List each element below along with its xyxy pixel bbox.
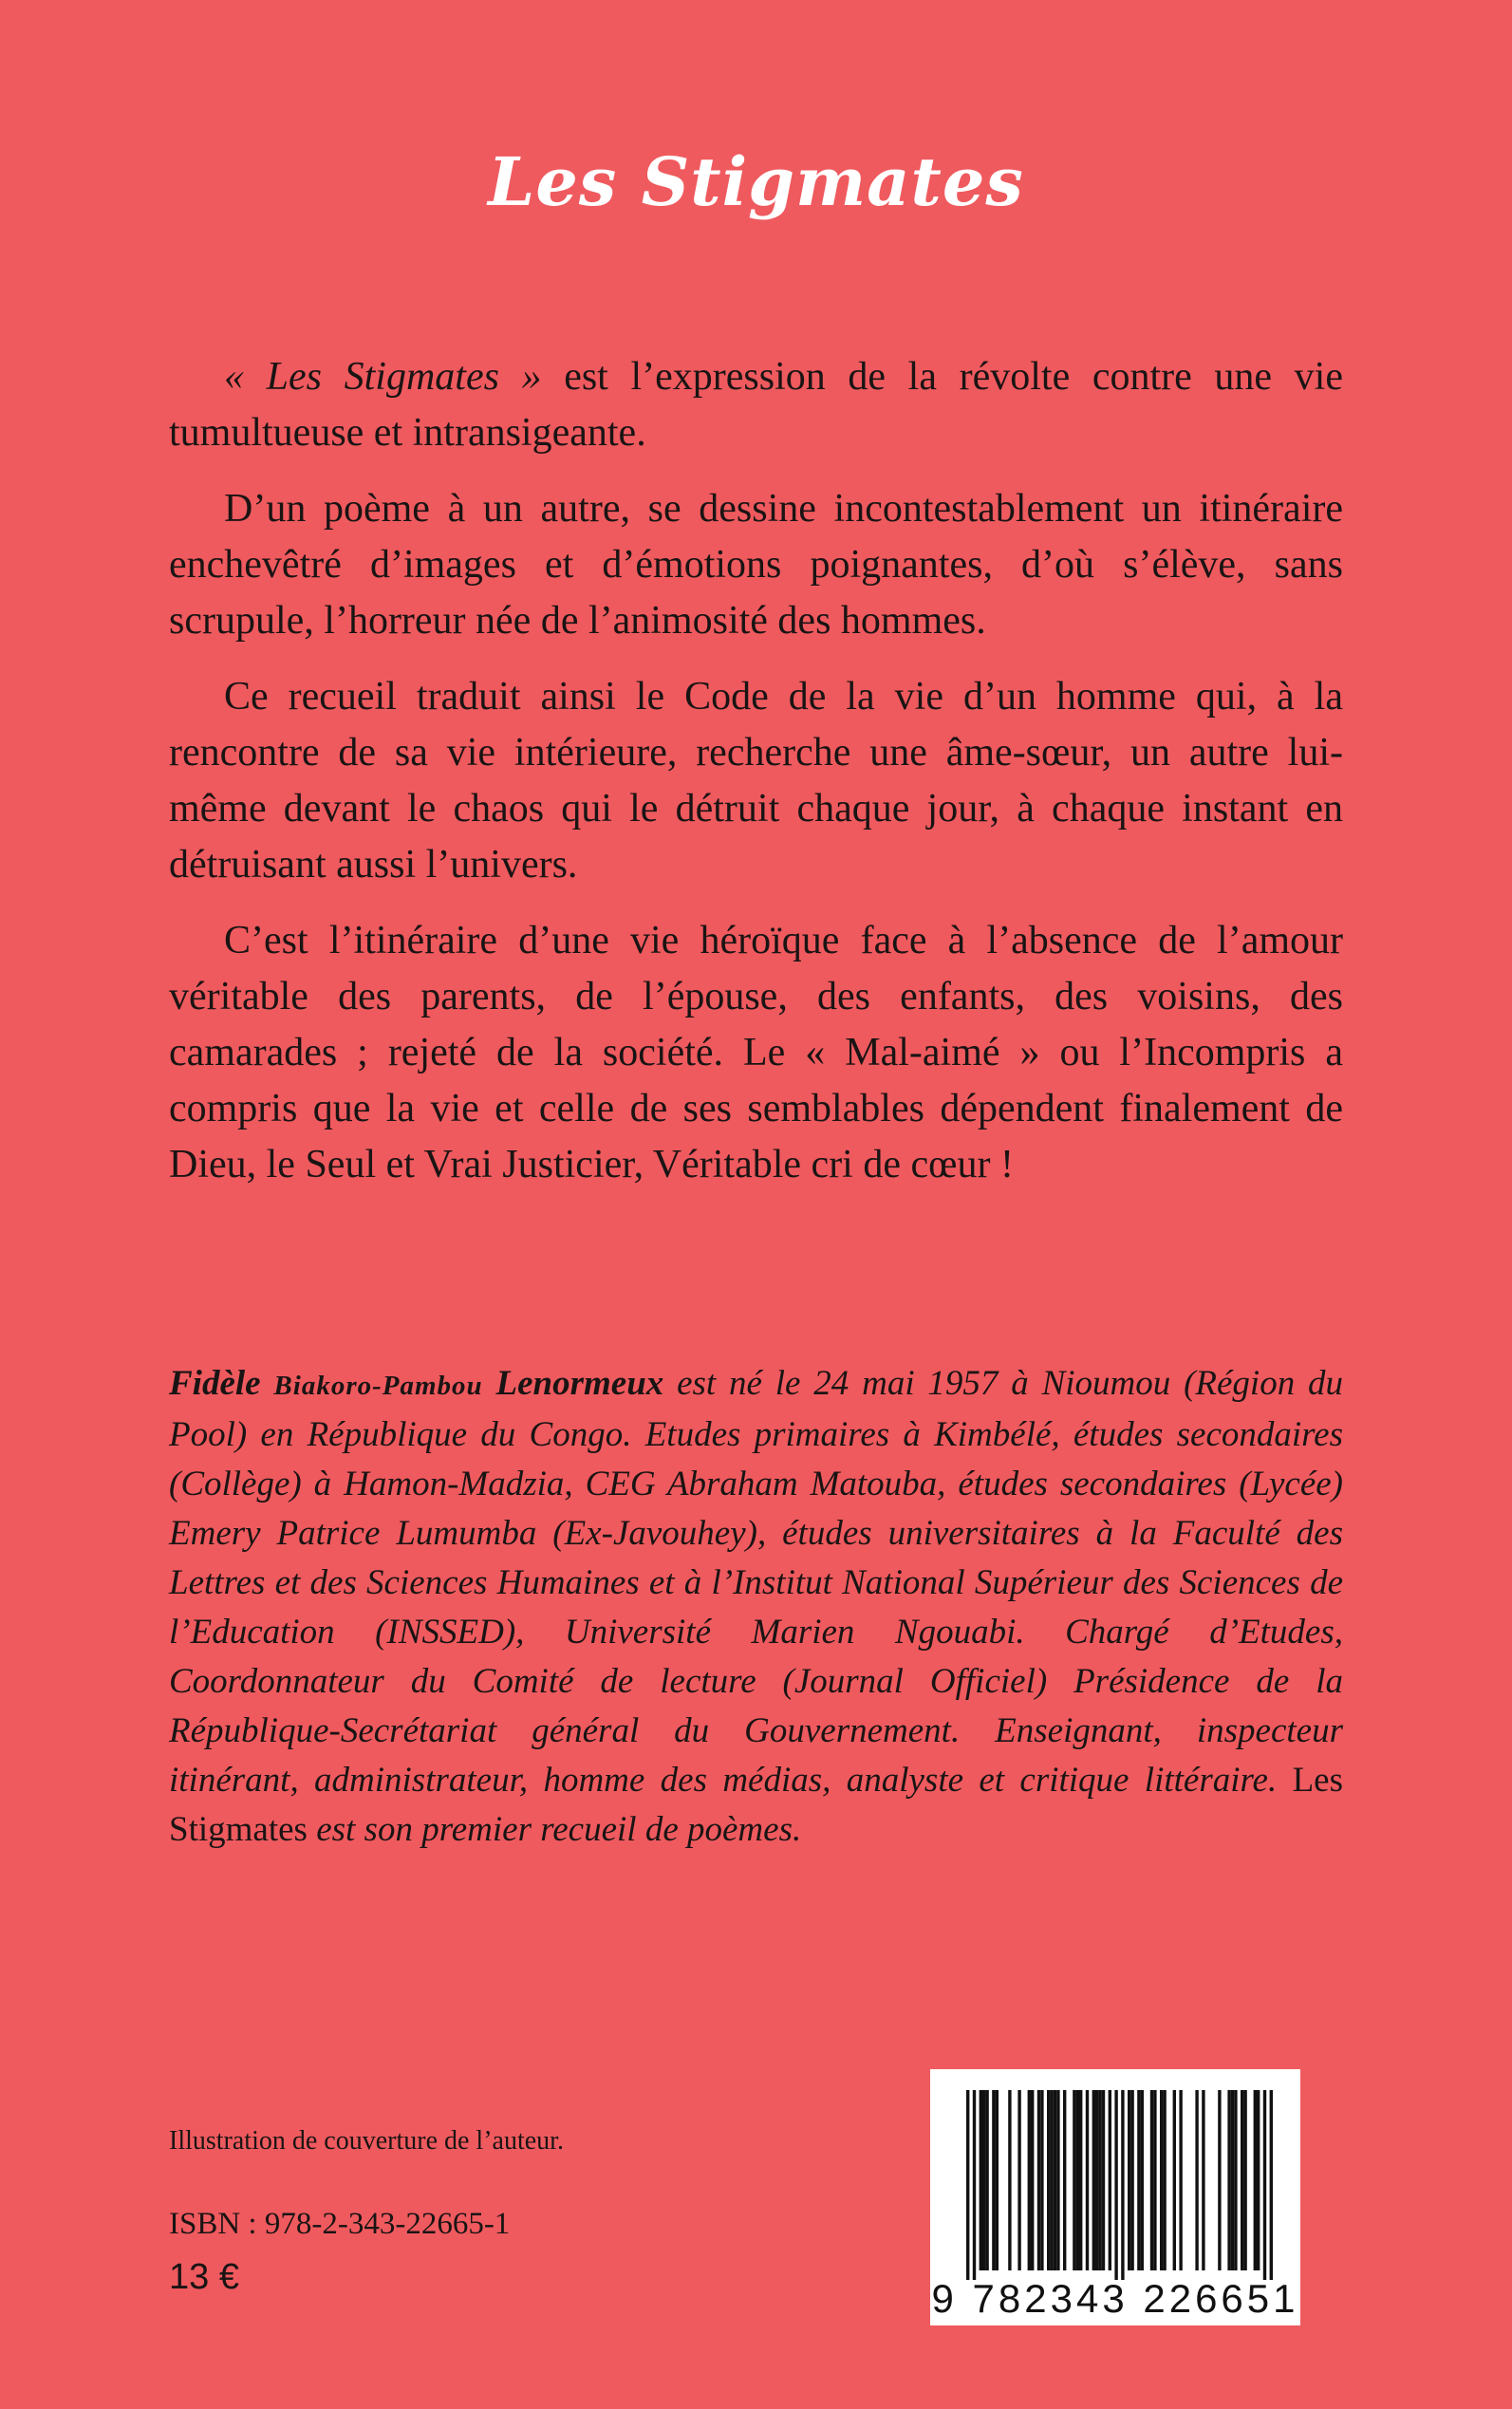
barcode-bar — [980, 2090, 982, 2270]
author-surname: Biakoro-Pambou — [273, 1371, 483, 1401]
barcode-bar — [1141, 2090, 1144, 2270]
barcode-bar — [1054, 2090, 1056, 2270]
barcode-bar — [1017, 2090, 1020, 2270]
blurb-paragraph-text: est l’expression de la révolte contre une vie tumultueuse et intransigeante. — [169, 355, 1343, 455]
barcode-bar — [1202, 2090, 1204, 2270]
barcode-bar — [1137, 2090, 1140, 2270]
barcode-bar — [1098, 2090, 1101, 2270]
barcode-bar — [1047, 2090, 1050, 2270]
barcode-bar — [1076, 2090, 1079, 2270]
barcode-bar — [1040, 2090, 1043, 2270]
barcode-bar — [992, 2090, 995, 2270]
isbn: ISBN : 978-2-343-22665-1 — [169, 2207, 511, 2241]
barcode-bar — [1270, 2090, 1273, 2280]
barcode-bar — [982, 2090, 985, 2270]
barcode-bar — [1150, 2090, 1153, 2270]
cover-illustration-credit: Illustration de couverture de l’auteur. — [169, 2126, 564, 2156]
barcode-bar — [1241, 2090, 1243, 2270]
barcode-bar — [1173, 2090, 1176, 2270]
blurb-paragraph: D’un poème à un autre, se dessine incontestablement un itinéraire enchevêtré d’images et d’émotions poignantes, d’où s’élève, sans scrupule, l’horreur née de l’animosité des hommes. — [169, 487, 1343, 643]
blurb-quoted-title: « Les Stigmates » — [224, 355, 542, 399]
blurb-paragraph: Ce recueil traduit ainsi le Code de la vie d’un homme qui, à la rencontre de sa vie intérieure, recherche une âme-sœur, un autre lui-même devant le chaos qui le détruit chaque jour, à chaque instant en détruisant aussi l’univers. — [169, 675, 1343, 887]
barcode-bar — [1163, 2090, 1166, 2270]
bio-ending: est son premier recueil de poèmes. — [307, 1810, 802, 1849]
barcode-bar — [1121, 2090, 1124, 2280]
price: 13 € — [169, 2257, 239, 2297]
barcode-bar — [1263, 2090, 1266, 2280]
barcode-bar — [1109, 2090, 1111, 2270]
barcode-bar — [1008, 2090, 1011, 2270]
barcode-bar — [1160, 2090, 1163, 2270]
blurb-paragraph: C’est l’itinéraire d’une vie héroïque face à l’absence de l’amour véritable des parents, de l’épouse, des enfants, des voisins, des camarades ; rejeté de la société. Le « Mal-aimé » ou l’Incompris a compris que la vie et celle de ses semblables dépendent finalement de Dieu, le Seul et Vrai Justicier, Véritable cri de cœur ! — [169, 919, 1343, 1186]
bio-text: est né le 24 mai 1957 à Nioumou (Région du Pool) en République du Congo. Etudes primaires à Kimbélé, études secondaires (Collège) à Hamon-Madzia, CEG Abraham Matouba, études secondaires (Lycée) Emery Patrice Lumumba (Ex-Javouhey), études universitaires à la Faculté des Lettres et des Sciences Humaines et à l’Institut National Supérieur des Sciences de l’Education (INSSED), Université Marien Ngouabi. Chargé d’Etudes, Coordonnateur du Comité de lecture (Journal Officiel) Présidence de la République-Secrétariat général du Gouvernement. Enseignant, inspecteur itinérant, administrateur, homme des médias, analyste et critique littéraire. — [169, 1364, 1344, 1800]
barcode-bar — [1179, 2090, 1182, 2270]
barcode-bar — [1095, 2090, 1098, 2270]
barcode-bar — [1153, 2090, 1156, 2270]
author-name — [169, 1364, 663, 1403]
barcode-bar — [1114, 2090, 1117, 2280]
barcode-bar — [966, 2090, 969, 2280]
bio-book-title: Les Stigmates — [169, 1761, 1343, 1849]
barcode-bar — [1073, 2090, 1075, 2270]
barcode-bar — [1130, 2090, 1133, 2270]
barcode-bar — [1031, 2090, 1034, 2270]
barcode-bar — [1028, 2090, 1031, 2270]
barcode-bar — [1063, 2090, 1066, 2270]
barcode-bar — [1056, 2090, 1059, 2270]
barcode-bar — [1079, 2090, 1082, 2270]
barcode-number: 9 782343 226651 — [931, 2276, 1299, 2321]
barcode-bar — [1234, 2090, 1237, 2270]
barcode-bar — [1092, 2090, 1095, 2270]
barcode-bar — [996, 2090, 999, 2270]
blurb-paragraph — [169, 349, 1343, 461]
book-title: Les Stigmates — [488, 142, 1024, 221]
barcode-bar — [985, 2090, 988, 2270]
author-pen-name: Lenormeux — [495, 1364, 664, 1403]
barcode-bars — [930, 2069, 1300, 2283]
barcode-bar — [1231, 2090, 1234, 2270]
barcode — [930, 2069, 1300, 2325]
bio-paragraph — [169, 1359, 1343, 1855]
barcode-bar — [1102, 2090, 1105, 2270]
barcode-bar — [1243, 2090, 1246, 2270]
blurb — [169, 349, 1343, 1213]
barcode-bar — [1050, 2090, 1053, 2270]
author-first-name: Fidèle — [169, 1364, 261, 1403]
barcode-bar — [1254, 2090, 1257, 2270]
barcode-bar — [1128, 2090, 1130, 2270]
barcode-bar — [1227, 2090, 1230, 2270]
barcode-bar — [1218, 2090, 1221, 2270]
barcode-bar — [1195, 2090, 1198, 2270]
barcode-bar — [1257, 2090, 1260, 2270]
barcode-bar — [1086, 2090, 1089, 2270]
author-biography — [169, 1359, 1343, 1855]
barcode-bar — [1037, 2090, 1040, 2270]
barcode-bar — [973, 2090, 976, 2280]
